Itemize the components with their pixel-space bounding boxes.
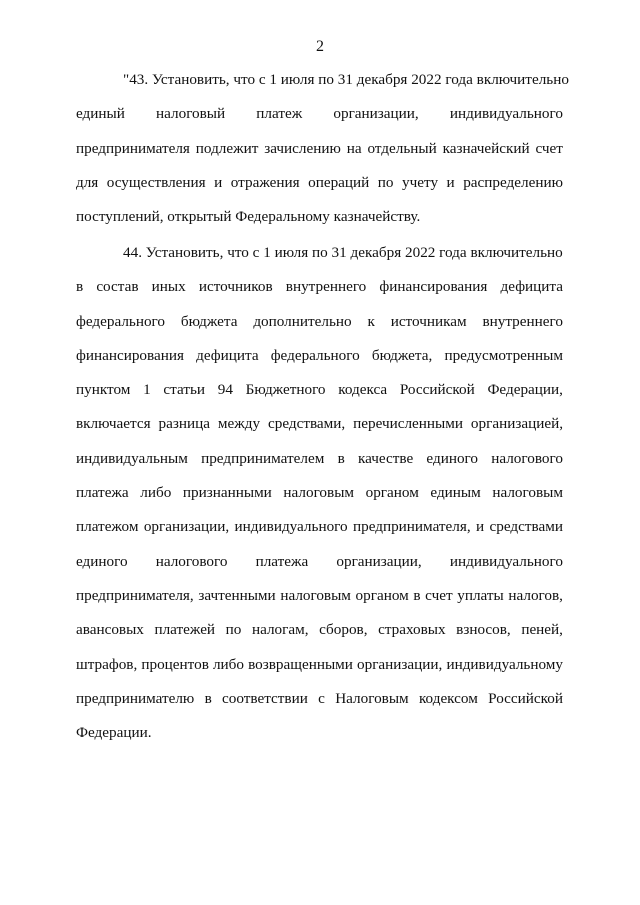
word: в — [337, 449, 345, 467]
word: сборов, — [319, 621, 368, 639]
word: налогового — [491, 449, 563, 467]
paragraph-44-line-6 — [76, 415, 563, 449]
paragraph-44-line-14 — [76, 690, 563, 724]
word: платежей — [154, 621, 216, 639]
word: внутреннего — [285, 278, 367, 296]
paragraph-44-line-11 — [76, 587, 563, 621]
word: предпринимателя, — [76, 586, 194, 604]
word: страховых — [378, 621, 446, 639]
word: организации, — [336, 552, 422, 570]
word: организации, — [143, 518, 230, 536]
word: платежом — [76, 518, 139, 536]
word: предпринимателя, — [352, 518, 471, 536]
paragraph-43 — [76, 71, 569, 242]
word: органом — [355, 586, 409, 604]
word: зачтенными — [198, 586, 276, 604]
word: индивидуального — [449, 552, 563, 570]
word: пунктом — [76, 381, 131, 399]
word: либо — [212, 655, 244, 673]
word: и — [446, 173, 455, 191]
word: платеж — [256, 105, 303, 123]
paragraph-44-line-2 — [76, 278, 563, 312]
word: операций — [308, 173, 370, 191]
word: налогового — [155, 552, 228, 570]
word: разница — [158, 415, 210, 433]
word: казначейский — [442, 139, 530, 157]
word: иных — [151, 278, 186, 296]
word: подлежит — [195, 139, 259, 157]
paragraph-43-line-5: поступлений, открытый Федеральному казначейству. — [76, 208, 421, 226]
word: к — [367, 312, 375, 330]
word: кодексом — [418, 689, 478, 707]
word: качестве — [357, 449, 414, 467]
word: предусмотренным — [444, 346, 563, 364]
paragraph-44-line-9 — [76, 518, 563, 552]
word: зачислению — [264, 139, 341, 157]
word: признанными — [182, 484, 272, 502]
word: с — [318, 689, 325, 707]
paragraph-44-line-3 — [76, 313, 563, 347]
word: в — [413, 586, 421, 604]
word: индивидуального — [234, 518, 348, 536]
word: 1 — [143, 381, 151, 399]
word: на — [346, 139, 362, 157]
word: налогов, — [508, 586, 563, 604]
paragraph-44-line-1: 44. Установить, что с 1 июля по 31 декабря 2022 года включительно — [123, 244, 563, 261]
word: Бюджетного — [245, 381, 326, 399]
word: счет — [425, 586, 453, 604]
word: распределению — [463, 173, 563, 191]
paragraph-44 — [76, 244, 563, 758]
word: платежа — [76, 484, 129, 502]
word: по — [225, 621, 242, 639]
word: возвращенными — [248, 655, 353, 673]
word: Российской — [399, 381, 475, 399]
word: организации, — [357, 655, 443, 673]
word: бюджета, — [371, 346, 433, 364]
word: финансирования — [379, 278, 488, 296]
word: в — [204, 689, 212, 707]
word: перечисленными — [353, 415, 463, 433]
paragraph-43-line-1: "43. Установить, что с 1 июля по 31 декабря 2022 года включительно — [123, 71, 569, 88]
word: организации, — [333, 105, 419, 123]
word: индивидуальным — [76, 449, 188, 467]
word: отражения — [230, 173, 300, 191]
word: отдельный — [367, 139, 437, 157]
page-number: 2 — [316, 38, 324, 55]
word: налоговым — [283, 484, 355, 502]
paragraph-44-line-8 — [76, 484, 563, 518]
word: средствами, — [267, 415, 346, 433]
word: внутреннего — [482, 312, 563, 330]
paragraph-44-line-4 — [76, 347, 563, 381]
word: единого — [76, 552, 128, 570]
word: источникам — [390, 312, 467, 330]
word: индивидуальному — [446, 655, 563, 673]
word: федерального — [270, 346, 360, 364]
paragraph-44-line-13 — [76, 656, 563, 690]
word: пеней, — [521, 621, 563, 639]
word: предпринимателю — [76, 689, 195, 707]
word: платежа — [255, 552, 309, 570]
word: штрафов, — [76, 655, 138, 673]
word: финансирования — [76, 346, 184, 364]
word: федерального — [76, 312, 165, 330]
paragraph-44-line-10 — [76, 553, 563, 587]
word: по — [377, 173, 394, 191]
word: предпринимателя — [76, 139, 190, 157]
word: органом — [365, 484, 419, 502]
word: кодекса — [338, 381, 388, 399]
paragraph-44-line-7 — [76, 450, 563, 484]
word: в — [76, 278, 84, 296]
word: соответствии — [222, 689, 308, 707]
word: включается — [76, 415, 151, 433]
word: дефицита — [196, 346, 259, 364]
word: налоговым — [492, 484, 563, 502]
word: авансовых — [76, 621, 144, 639]
word: между — [217, 415, 261, 433]
word: средствами — [489, 518, 563, 536]
word: бюджета — [180, 312, 238, 330]
word: Российской — [488, 689, 563, 707]
paragraph-44-line-12 — [76, 621, 563, 655]
paragraph-43-line-3 — [76, 140, 563, 174]
word: источников — [198, 278, 273, 296]
word: либо — [140, 484, 172, 502]
word: осуществления — [106, 173, 206, 191]
word: предпринимателем — [201, 449, 325, 467]
word: дефицита — [500, 278, 563, 296]
word: учету — [402, 173, 439, 191]
word: состав — [96, 278, 139, 296]
word: и — [214, 173, 223, 191]
word: организацией, — [470, 415, 563, 433]
word: налоговым — [280, 586, 351, 604]
word: уплаты — [457, 586, 504, 604]
word: статьи — [163, 381, 206, 399]
word: взносов, — [456, 621, 511, 639]
paragraph-43-line-4 — [76, 174, 563, 208]
paragraph-44-line-5 — [76, 381, 563, 415]
word: Федерации, — [487, 381, 563, 399]
word: 94 — [217, 381, 233, 399]
word: счет — [535, 139, 563, 157]
word: налоговый — [156, 105, 226, 123]
word: единый — [76, 105, 125, 123]
word: и — [476, 518, 485, 536]
word: индивидуального — [449, 105, 563, 123]
word: единого — [426, 449, 478, 467]
word: для — [76, 173, 99, 191]
word: налогам, — [251, 621, 309, 639]
word: Налоговым — [335, 689, 409, 707]
paragraph-44-line-15: Федерации. — [76, 724, 152, 742]
paragraph-43-line-2 — [76, 105, 563, 139]
word: дополнительно — [253, 312, 352, 330]
word: единым — [430, 484, 481, 502]
word: процентов — [141, 655, 209, 673]
